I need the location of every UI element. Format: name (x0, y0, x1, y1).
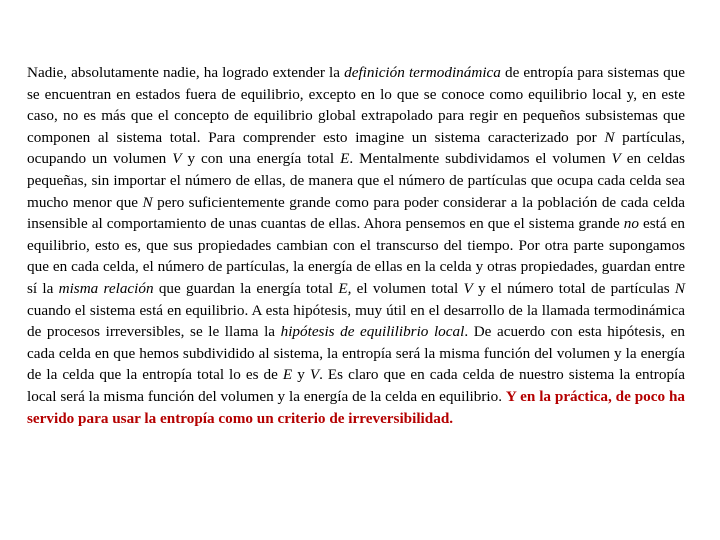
symbol-v: V (172, 150, 182, 168)
symbol-n: N (674, 279, 686, 297)
symbol-e: E (340, 150, 350, 168)
term-hipotesis-equilibrio-local: hipótesis de equililibrio local (280, 323, 465, 341)
text-run: . De acuerdo con esta hipótesis, en cada celda en que hemos subdividido al sistema, la entropía será la misma función del volumen y la energía de la celda que la entropía total lo es de (27, 323, 685, 384)
symbol-n: N (604, 128, 615, 146)
symbol-e: E, (338, 279, 352, 297)
text-run: que guardan la energía total (153, 279, 339, 297)
emphasis-no: no (623, 215, 639, 233)
text-run: pero suficientemente grande como para poder considerar a la población de cada celda insensible al comportamiento de unas cuantas de ellas. Ahora pensemos en que el sistema grande (27, 193, 685, 233)
text-run: y el número total de partículas (472, 279, 675, 297)
text-run: está en equilibrio, esto es, que sus propiedades cambian con el transcurso del tiempo. Por otra parte supongamos que en cada celda, el número de partículas, la energía de ellas en la celda y otras propiedades, guardan entre sí la (27, 215, 685, 297)
symbol-v: V (309, 366, 320, 384)
text-run: el volumen total (351, 279, 464, 297)
text-run: de entropía para sistemas que se encuentran en estados fuera de equilibrio, excepto en lo que se conoce como equilibrio local y, en este caso, no es más que el concepto de equilibrio global extrapolado para regir en pequeños subsistemas que componen al sistema total. Para comprender esto imagine un sistema caracterizado por (27, 64, 686, 146)
symbol-v: V (611, 150, 621, 168)
highlighted-conclusion: Y en la práctica, de poco ha servido para usar la entropía como un criterio de irreversibilidad. (27, 387, 685, 427)
text-run: en celdas pequeñas, sin importar el número de ellas, de manera que el número de partículas que ocupa cada celda sea mucho menor que (27, 150, 685, 211)
symbol-v: V (463, 279, 473, 297)
symbol-e: E (282, 366, 293, 384)
text-run: . Mentalmente subdividamos el volumen (349, 150, 612, 168)
text-run: . Es claro que en cada celda de nuestro sistema la entropía local será la misma función del volumen y la energía de la celda en equilibrio. (27, 366, 686, 405)
text-run: y (292, 366, 310, 384)
text-run: y con una energía total (181, 150, 341, 168)
text-run: partículas, ocupando un volumen (27, 128, 685, 168)
text-run: Nadie, absolutamente nadie, ha logrado extender la (27, 64, 345, 81)
symbol-n: N (142, 193, 153, 211)
term-definicion-termodinamica: definición termodinámica (344, 64, 501, 81)
body-paragraph (27, 62, 685, 429)
emphasis-misma-relacion: misma relación (58, 279, 154, 297)
text-run: cuando el sistema está en equilibrio. A esta hipótesis, muy útil en el desarrollo de la llamada termodinámica de procesos irreversibles, se le llama la (27, 301, 685, 341)
